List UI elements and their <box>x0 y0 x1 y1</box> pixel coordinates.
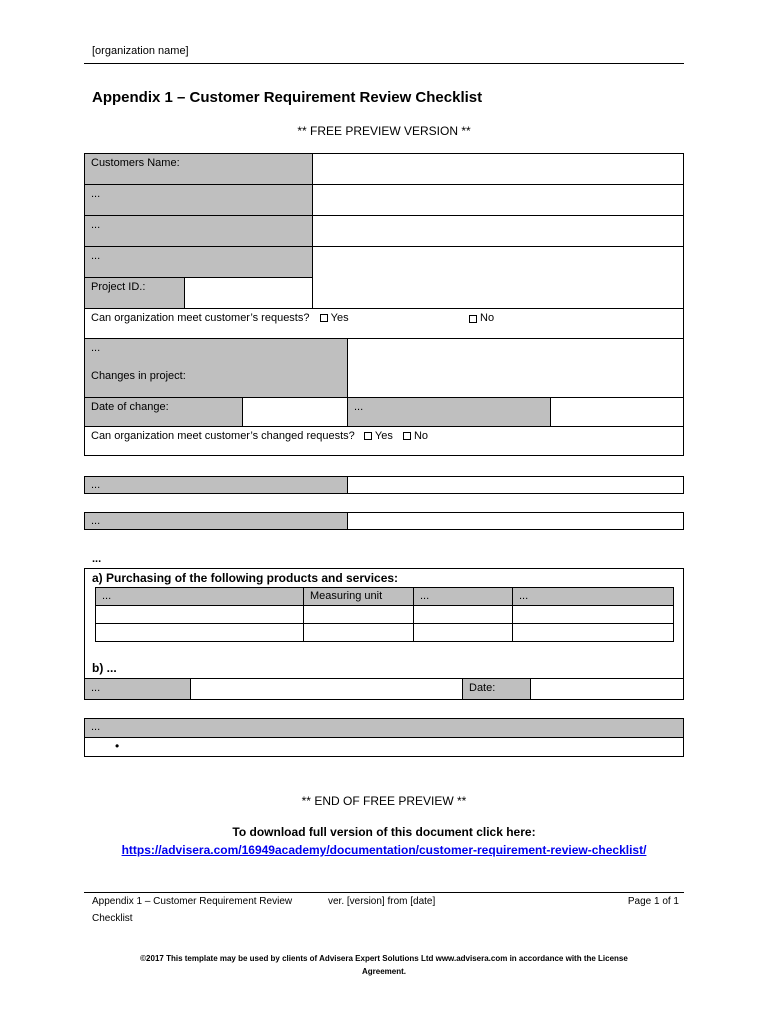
changed-yes-label: Yes <box>374 430 393 442</box>
form-field[interactable] <box>347 512 684 530</box>
changes-in-project-label: ... Changes in project: <box>84 338 348 398</box>
form-label: ... <box>347 397 551 427</box>
footer-divider <box>84 892 684 893</box>
meet-requests-row <box>84 308 684 339</box>
footer-title-line1: Appendix 1 – Customer Requirement Review <box>92 896 293 907</box>
project-id-field[interactable] <box>184 277 313 309</box>
yes-label: Yes <box>330 312 349 324</box>
yes-checkbox[interactable] <box>320 314 328 322</box>
no-label: No <box>480 312 495 324</box>
section-b-title: b) ... <box>92 661 117 675</box>
organization-name: [organization name] <box>92 45 189 57</box>
form-label: ... <box>84 512 348 530</box>
footer-title-line2: Checklist <box>92 913 133 924</box>
form-field[interactable] <box>347 476 684 494</box>
form-field[interactable] <box>312 246 684 309</box>
meet-changed-question: Can organization meet customer’s changed requests? <box>91 430 355 442</box>
table-cell[interactable] <box>303 605 414 624</box>
no-checkbox[interactable] <box>469 315 477 323</box>
col-header-1: ... <box>95 587 304 606</box>
form-label: ... <box>84 246 313 278</box>
header-divider <box>84 63 684 64</box>
copyright-line2: Agreement. <box>361 967 406 976</box>
preview-label: ** FREE PREVIEW VERSION ** <box>297 124 471 138</box>
date-label: Date: <box>462 678 531 700</box>
form-label: ... <box>84 215 313 247</box>
changed-yes-checkbox[interactable] <box>364 432 372 440</box>
download-text: To download full version of this document click here: <box>232 825 536 839</box>
changed-no-label: No <box>413 430 429 442</box>
section-heading: ... <box>92 553 102 565</box>
form-field[interactable] <box>312 215 684 247</box>
table-cell[interactable] <box>95 623 304 642</box>
form-label: ... <box>84 476 348 494</box>
form-field[interactable] <box>190 678 463 700</box>
form-label: ... <box>84 718 684 738</box>
form-label: ... <box>84 678 191 700</box>
customers-name-field[interactable] <box>312 153 684 185</box>
form-label: ... <box>84 184 313 216</box>
changed-no-checkbox[interactable] <box>403 432 411 440</box>
table-cell[interactable] <box>512 605 674 624</box>
customers-name-label: Customers Name: <box>84 153 313 185</box>
date-field[interactable] <box>530 678 684 700</box>
end-preview-label: ** END OF FREE PREVIEW ** <box>301 794 467 808</box>
project-id-label: Project ID.: <box>84 277 185 309</box>
form-field[interactable] <box>312 184 684 216</box>
bullet-icon: • <box>115 739 120 753</box>
table-cell[interactable] <box>512 623 674 642</box>
col-header-4: ... <box>512 587 674 606</box>
page-title: Appendix 1 – Customer Requirement Review Checklist <box>92 89 483 106</box>
table-cell[interactable] <box>303 623 414 642</box>
meet-changed-requests-row <box>84 426 684 456</box>
date-of-change-field[interactable] <box>242 397 348 427</box>
meet-requests-question: Can organization meet customer’s requests? <box>91 312 310 324</box>
changes-in-project-field[interactable] <box>347 338 684 398</box>
table-cell[interactable] <box>413 605 513 624</box>
table-cell[interactable] <box>413 623 513 642</box>
form-field[interactable] <box>550 397 684 427</box>
col-header-measuring-unit: Measuring unit <box>303 587 414 606</box>
download-link[interactable]: https://advisera.com/16949academy/documentation/customer-requirement-review-checklist/ <box>121 843 647 857</box>
table-cell[interactable] <box>95 605 304 624</box>
footer-version: ver. [version] from [date] <box>328 896 436 907</box>
bullet-field[interactable] <box>84 737 684 757</box>
footer-page-number: Page 1 of 1 <box>627 896 679 907</box>
copyright-line1: ©2017 This template may be used by clients of Advisera Expert Solutions Ltd www.advisera.com in accordance with the License <box>140 954 628 963</box>
date-of-change-label: Date of change: <box>84 397 243 427</box>
section-a-title: a) Purchasing of the following products and services: <box>92 571 399 585</box>
col-header-3: ... <box>413 587 513 606</box>
